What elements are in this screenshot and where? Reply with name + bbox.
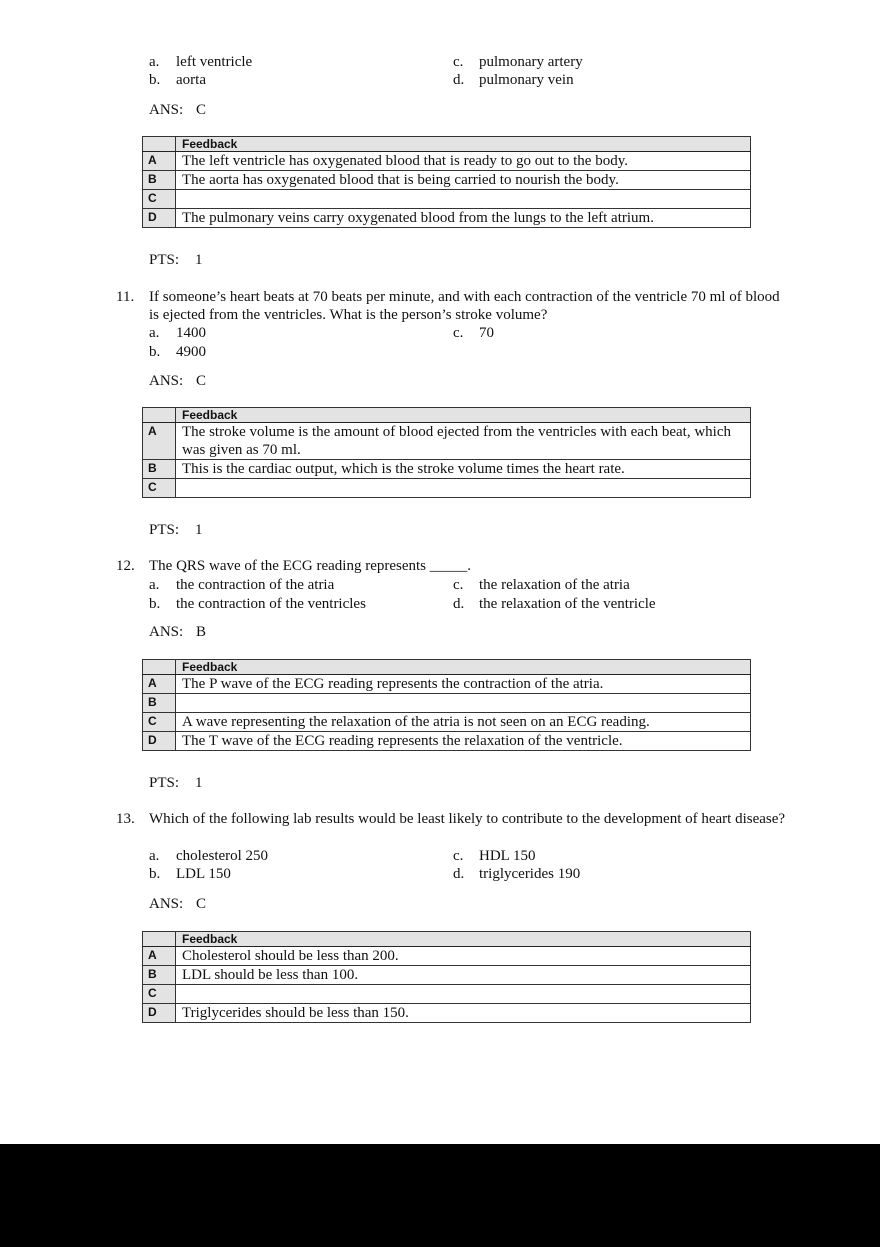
option-letter: b. <box>149 72 161 88</box>
option-text: pulmonary vein <box>479 72 574 88</box>
feedback-text <box>176 479 751 498</box>
option-text: left ventricle <box>176 54 253 70</box>
feedback-header: Feedback <box>176 408 751 423</box>
feedback-row <box>143 694 751 713</box>
feedback-letter: B <box>143 171 176 190</box>
feedback-text: The left ventricle has oxygenated blood that is ready to go out to the body. <box>176 152 751 171</box>
option-text: 70 <box>479 325 494 341</box>
feedback-text <box>176 694 751 713</box>
question-stem: The QRS wave of the ECG reading represents _____. <box>149 558 472 574</box>
feedback-table <box>142 407 751 498</box>
points-label: PTS: <box>149 775 180 791</box>
answer-label: ANS: <box>149 896 184 912</box>
feedback-text: The aorta has oxygenated blood that is being carried to nourish the body. <box>176 171 751 190</box>
feedback-letter: A <box>143 947 176 966</box>
points-label: PTS: <box>149 252 180 268</box>
question-number: 11. <box>116 289 135 305</box>
question-stem: Which of the following lab results would be least likely to contribute to the development of heart disease? <box>149 811 786 827</box>
feedback-row <box>143 152 751 171</box>
answer-label: ANS: <box>149 102 184 118</box>
feedback-text: LDL should be less than 100. <box>176 966 751 985</box>
option-text: 1400 <box>176 325 206 341</box>
option-letter: b. <box>149 596 161 612</box>
option-text: triglycerides 190 <box>479 866 581 882</box>
feedback-row <box>143 171 751 190</box>
option-text: 4900 <box>176 344 206 360</box>
feedback-letter: B <box>143 966 176 985</box>
option-text: the relaxation of the ventricle <box>479 596 656 612</box>
feedback-corner-cell <box>143 660 176 675</box>
feedback-header: Feedback <box>176 660 751 675</box>
option-letter: a. <box>149 325 160 341</box>
option-letter: b. <box>149 344 161 360</box>
option-text: aorta <box>176 72 206 88</box>
option-text: the contraction of the atria <box>176 577 335 593</box>
points-value: 1 <box>195 522 203 538</box>
feedback-text <box>176 985 751 1004</box>
option-letter: c. <box>453 325 464 341</box>
feedback-letter: A <box>143 423 176 460</box>
answer-label: ANS: <box>149 624 184 640</box>
feedback-table <box>142 659 751 751</box>
points-value: 1 <box>195 252 203 268</box>
feedback-row <box>143 985 751 1004</box>
option-text: the relaxation of the atria <box>479 577 630 593</box>
option-text: LDL 150 <box>176 866 231 882</box>
feedback-letter: C <box>143 190 176 209</box>
option-letter: a. <box>149 54 160 70</box>
feedback-letter: C <box>143 479 176 498</box>
feedback-text: This is the cardiac output, which is the stroke volume times the heart rate. <box>176 460 751 479</box>
option-letter: d. <box>453 72 465 88</box>
feedback-corner-cell <box>143 932 176 947</box>
feedback-letter: D <box>143 209 176 228</box>
feedback-text: A wave representing the relaxation of the atria is not seen on an ECG reading. <box>176 713 751 732</box>
feedback-letter: A <box>143 152 176 171</box>
question-stem: If someone’s heart beats at 70 beats per minute, and with each contraction of the ventricle 70 ml of blood is ejected from the ventricles. What is the person’s stroke volume? <box>149 289 780 323</box>
feedback-row <box>143 966 751 985</box>
feedback-row <box>143 423 751 460</box>
option-letter: a. <box>149 848 160 864</box>
feedback-header: Feedback <box>176 137 751 152</box>
feedback-text: The T wave of the ECG reading represents the relaxation of the ventricle. <box>176 732 751 751</box>
feedback-row <box>143 479 751 498</box>
option-letter: c. <box>453 54 464 70</box>
feedback-text: The P wave of the ECG reading represents the contraction of the atria. <box>176 675 751 694</box>
feedback-letter: D <box>143 1004 176 1023</box>
feedback-corner-cell <box>143 408 176 423</box>
question-number: 13. <box>116 811 135 827</box>
option-letter: d. <box>453 866 465 882</box>
feedback-corner-cell <box>143 137 176 152</box>
feedback-letter: B <box>143 460 176 479</box>
bottom-black-bar <box>0 1144 880 1247</box>
feedback-text: The stroke volume is the amount of blood ejected from the ventricles with each beat, which was given as 70 ml. <box>176 423 751 460</box>
feedback-letter: C <box>143 713 176 732</box>
option-letter: d. <box>453 596 465 612</box>
feedback-table <box>142 136 751 228</box>
feedback-row <box>143 732 751 751</box>
option-letter: b. <box>149 866 161 882</box>
feedback-text <box>176 190 751 209</box>
option-letter: a. <box>149 577 160 593</box>
feedback-row <box>143 460 751 479</box>
option-text: cholesterol 250 <box>176 848 269 864</box>
answer-label: ANS: <box>149 373 184 389</box>
feedback-row <box>143 209 751 228</box>
feedback-row <box>143 713 751 732</box>
feedback-row <box>143 947 751 966</box>
answer-value: C <box>196 373 207 389</box>
feedback-header: Feedback <box>176 932 751 947</box>
option-text: the contraction of the ventricles <box>176 596 366 612</box>
option-text: HDL 150 <box>479 848 536 864</box>
feedback-letter: B <box>143 694 176 713</box>
answer-value: B <box>196 624 207 640</box>
answer-value: C <box>196 102 207 118</box>
option-text: pulmonary artery <box>479 54 583 70</box>
feedback-row <box>143 190 751 209</box>
feedback-row <box>143 675 751 694</box>
answer-value: C <box>196 896 207 912</box>
feedback-text: Cholesterol should be less than 200. <box>176 947 751 966</box>
question-number: 12. <box>116 558 135 574</box>
feedback-letter: C <box>143 985 176 1004</box>
feedback-table <box>142 931 751 1023</box>
feedback-text: The pulmonary veins carry oxygenated blood from the lungs to the left atrium. <box>176 209 751 228</box>
feedback-row <box>143 1004 751 1023</box>
feedback-letter: D <box>143 732 176 751</box>
points-value: 1 <box>195 775 203 791</box>
points-label: PTS: <box>149 522 180 538</box>
feedback-text: Triglycerides should be less than 150. <box>176 1004 751 1023</box>
feedback-letter: A <box>143 675 176 694</box>
option-letter: c. <box>453 577 464 593</box>
option-letter: c. <box>453 848 464 864</box>
